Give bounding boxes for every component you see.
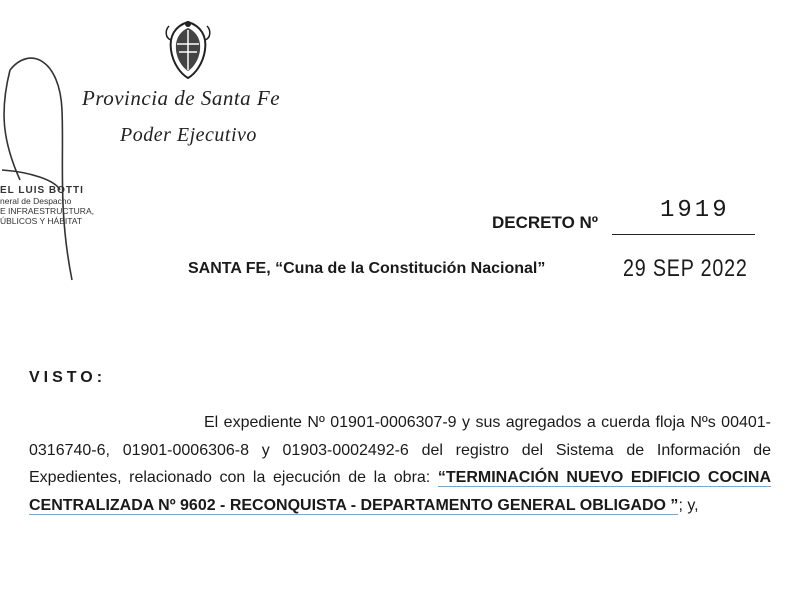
visto-tail: ; y, [678,496,699,514]
executive-title: Poder Ejecutivo [120,124,257,146]
stamp-line-2: neral de Despacho [0,196,72,206]
official-stamp [0,186,94,226]
stamp-line-4: ÚBLICOS Y HÁBITAT [0,216,83,226]
obra-title: “TERMINACIÓN NUEVO EDIFICIO COCINA CENTRALIZADA Nº 9602 - RECONQUISTA - DEPARTAMENTO GENERAL OBLIGADO ” [29,469,771,514]
visto-paragraph [29,409,771,519]
visto-text: El expediente Nº 01901-0006307-9 y sus agregados a cuerda floja Nºs 00401-0316740-6, 01901-0006306-8 y 01903-0002492-6 del registro del Sistema de Información de Expedientes, relacionado con la ejecución de la obra: [29,414,771,486]
decree-date: 29 SEP 2022 [623,255,748,282]
place-line: SANTA FE, “Cuna de la Constitución Nacional” [188,260,546,277]
decree-number-line [612,234,755,235]
decree-label: DECRETO Nº [492,213,599,232]
provincial-coat-of-arms-icon [163,18,213,82]
stamp-line-3: E INFRAESTRUCTURA, [0,206,94,216]
visto-heading: VISTO: [29,369,107,386]
handwritten-signature [0,50,90,290]
stamp-line-1: EL LUIS BOTTI [0,185,84,196]
decree-number: 1919 [660,197,730,224]
province-title: Provincia de Santa Fe [82,86,281,110]
